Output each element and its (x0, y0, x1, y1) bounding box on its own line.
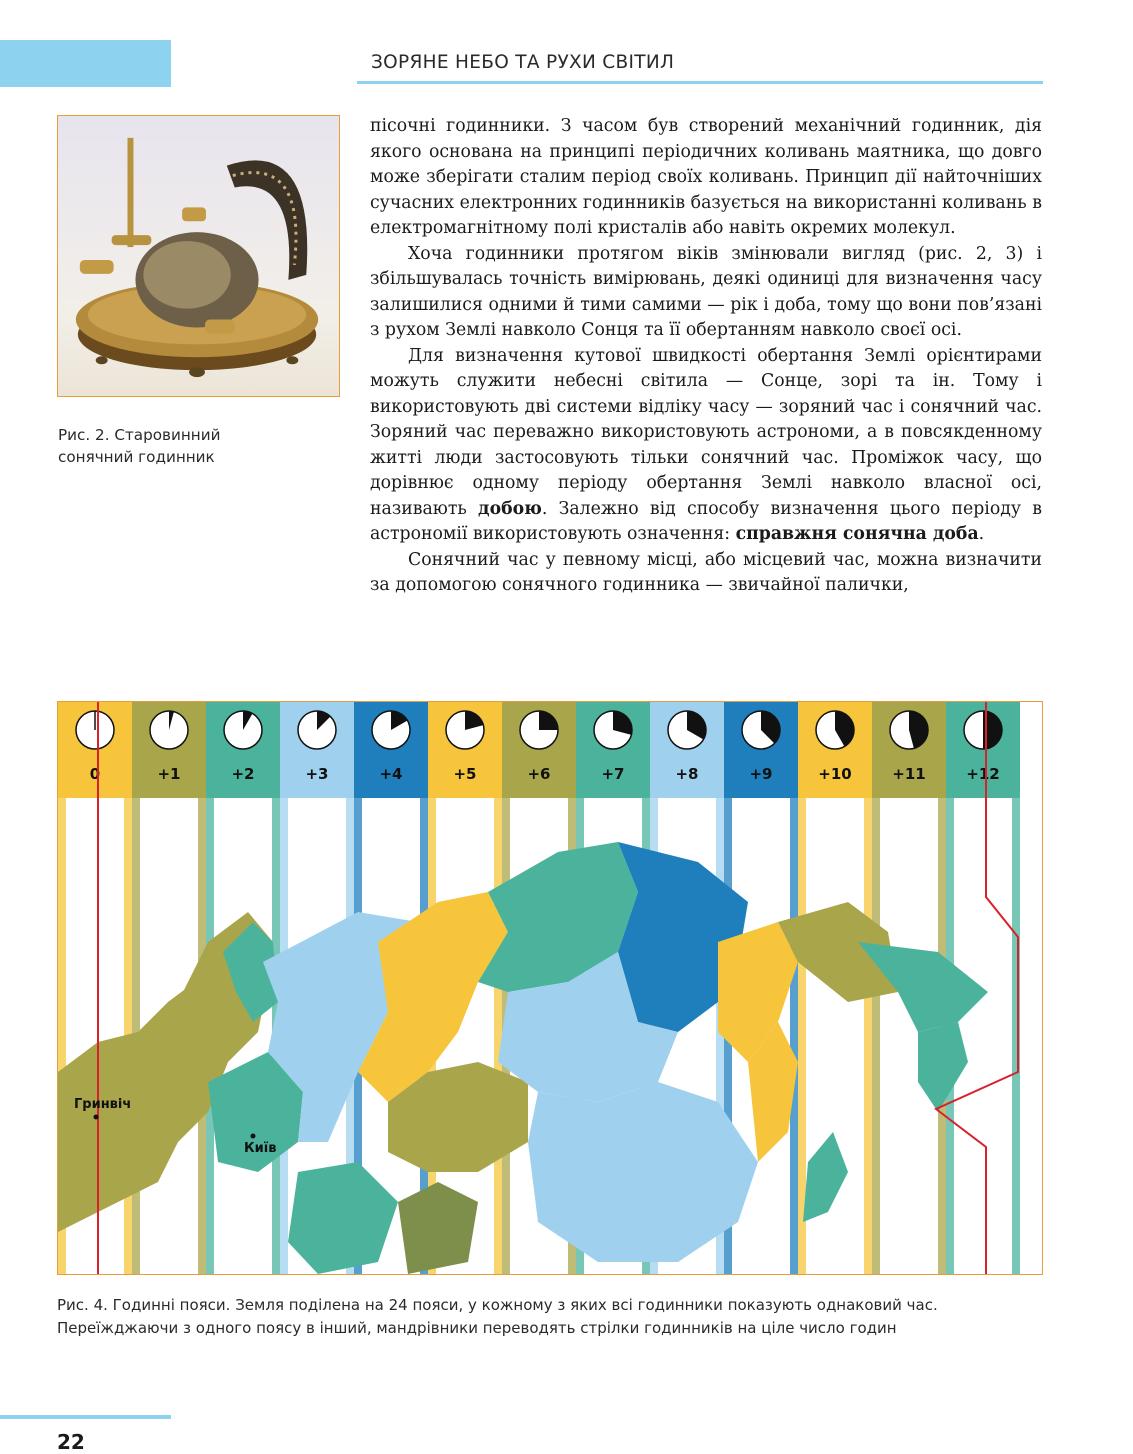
zone-label: +3 (305, 765, 329, 783)
land-japan (803, 1132, 848, 1222)
kyiv-marker (251, 1134, 256, 1139)
zone-label: 0 (89, 765, 101, 783)
section-title: ЗОРЯНЕ НЕБО ТА РУХИ СВІТИЛ (371, 52, 675, 73)
zone-label: +12 (966, 765, 1000, 783)
term-true-solar-day: справжня сонячна доба (735, 524, 979, 544)
zone-label: +2 (231, 765, 255, 783)
zone-label: +4 (379, 765, 403, 783)
greenwich-marker (94, 1115, 99, 1120)
body-p3-part-b: . Залежно від способу визначення цього періоду в астрономії використовують означення: (370, 498, 1042, 544)
zone-label: +8 (675, 765, 699, 783)
body-text (370, 114, 1042, 599)
header-rule (357, 81, 1043, 84)
time-zones-map (57, 701, 1043, 1275)
landmass (58, 842, 988, 1274)
body-paragraph-4: Сонячний час у певному місці, або місцевий час, можна визначити за допомогою сонячного годинника — звичайної палички, (370, 549, 1042, 595)
zone-headers (58, 702, 1020, 798)
header-accent-bar (0, 40, 171, 87)
figure4-caption: Рис. 4. Годинні пояси. Земля поділена на 24 пояси, у кожному з яких всі годинники показують однаковий час. Переїжджаючи з одного поясу в інший, мандрівники переводять стрілки годинників на ціле число годин (57, 1296, 938, 1337)
zone-label: +6 (527, 765, 551, 783)
label-greenwich: Гринвіч (74, 1097, 132, 1112)
zone-stripe (494, 798, 502, 1274)
sundial-photo (57, 115, 340, 397)
zone-stripe (790, 798, 798, 1274)
page-number: 22 (57, 1430, 85, 1454)
zone-label: +11 (892, 765, 926, 783)
body-paragraph-2: Хоча годинники протягом віків змінювали вигляд (рис. 2, 3) і збільшувалась точність вимірювань, деякі одиниці для визначення часу залишилися одними й тими самими — рік і доба, тому що вони пов’язані з рухом Землі навколо Сонця та її обертанням навколо своєї осі. (370, 243, 1042, 340)
zone-label: +7 (601, 765, 625, 783)
zone-label: +1 (157, 765, 181, 783)
figure2-caption (58, 424, 278, 468)
zone-stripe (872, 798, 880, 1274)
zone-stripe (864, 798, 872, 1274)
zone-label: +9 (749, 765, 773, 783)
zone-label: +5 (453, 765, 477, 783)
figure2-caption-line1: Рис. 2. Старовинний (58, 426, 221, 444)
land-iran-region (398, 1182, 478, 1274)
footer-accent-bar (0, 1415, 171, 1419)
zone-label: +10 (818, 765, 852, 783)
figure2-caption-line2: сонячний годинник (58, 448, 215, 466)
term-doba: добою (478, 498, 542, 519)
body-p3-part-a: Для визначення кутової швидкості обертання Землі орієнтирами можуть служити небесні світила — Сонце, зорі та ін. Тому і використовують дві системи відліку часу — зоряний час і сонячний час. Зоряний час переважно використовують астрономи, а в повсякденному житті люди застосовують тільки сонячний час. Проміжок часу, що дорівнює одному періоду обертання Землі навколо власної осі, називають (370, 345, 1042, 519)
time-zones-map-svg (58, 702, 1042, 1274)
body-paragraph-1: пісочні годинники. З часом був створений механічний годинник, дія якого основана на принципі періодичних коливань маятника, що довго може зберігати сталим період своїх коливань. Принцип дії найточніших сучасних електронних годинників базується на використанні коливань в електромагнітному полі кристалів або навіть окремих молекул. (370, 116, 1042, 238)
land-middle-east (288, 1162, 398, 1274)
label-kyiv: Київ (244, 1141, 277, 1156)
body-paragraph-3 (370, 344, 1042, 548)
body-p3-part-c: . (978, 524, 985, 544)
